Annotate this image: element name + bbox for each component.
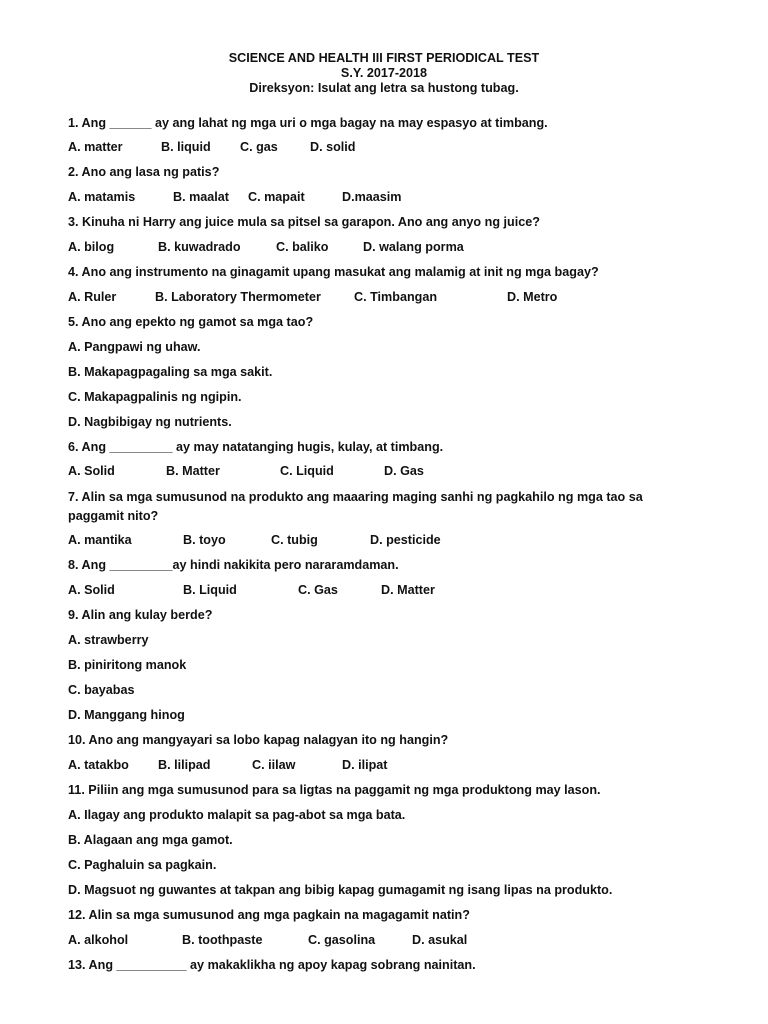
- choice: B. Liquid: [183, 583, 237, 597]
- choice: C. Gas: [298, 583, 338, 597]
- choice: A. Solid: [68, 464, 115, 478]
- question-7: 7. Alin sa mga sumusunod na produkto ang maaaring maging sanhi ng pagkahilo ng mga tao sa paggamit nito?: [68, 490, 643, 523]
- choice: A. tatakbo: [68, 758, 129, 772]
- choice: B. Makapagpagaling sa mga sakit.: [68, 365, 273, 379]
- question-3: 3. Kinuha ni Harry ang juice mula sa pitsel sa garapon. Ano ang anyo ng juice?: [68, 215, 540, 229]
- choice: A. Solid: [68, 583, 115, 597]
- question-6: 6. Ang _________ ay may natatanging hugis, kulay, at timbang.: [68, 440, 444, 454]
- choice: D. Metro: [507, 290, 558, 304]
- choice: B. maalat: [173, 190, 229, 204]
- choice: D. pesticide: [370, 533, 441, 547]
- question-8: 8. Ang _________ay hindi nakikita pero nararamdaman.: [68, 558, 399, 572]
- choice: A. strawberry: [68, 633, 149, 647]
- choice: B. toyo: [183, 533, 226, 547]
- choice: C. tubig: [271, 533, 318, 547]
- choice: C. Makapagpalinis ng ngipin.: [68, 390, 242, 404]
- question-2: 2. Ano ang lasa ng patis?: [68, 165, 220, 179]
- choice: C. gasolina: [308, 933, 376, 947]
- choice: A. alkohol: [68, 933, 129, 947]
- choice: B. toothpaste: [182, 933, 263, 947]
- question-11: 11. Piliin ang mga sumusunod para sa ligtas na paggamit ng mga produktong may lason.: [68, 783, 601, 797]
- choice: C. mapait: [248, 190, 305, 204]
- choice: D. Manggang hinog: [68, 708, 185, 722]
- choice: B. Matter: [166, 464, 220, 478]
- choice: A. matter: [68, 140, 123, 154]
- choice: B. kuwadrado: [158, 240, 241, 254]
- choice: A. bilog: [68, 240, 115, 254]
- choice: D. Magsuot ng guwantes at takpan ang bibig kapag gumagamit ng isang lipas na produkto.: [68, 883, 613, 897]
- choice: C. baliko: [276, 240, 329, 254]
- choice: C. Paghaluin sa pagkain.: [68, 858, 217, 872]
- choice: B. Laboratory Thermometer: [155, 290, 321, 304]
- choice: D.maasim: [342, 190, 402, 204]
- choice: B. Alagaan ang mga gamot.: [68, 833, 233, 847]
- choice: C. Liquid: [280, 464, 334, 478]
- directions: Direksyon: Isulat ang letra sa hustong tubag.: [249, 81, 519, 95]
- choice: D. walang porma: [363, 240, 464, 254]
- choice: C. Timbangan: [354, 290, 438, 304]
- question-4: 4. Ano ang instrumento na ginagamit upang masukat ang malamig at init ng mga bagay?: [68, 265, 599, 279]
- choice: B. lilipad: [158, 758, 211, 772]
- choice: A. matamis: [68, 190, 136, 204]
- test-title: SCIENCE AND HEALTH III FIRST PERIODICAL TEST: [228, 51, 540, 65]
- school-year: S.Y. 2017-2018: [340, 66, 428, 80]
- test-header: [0, 51, 768, 96]
- question-1: 1. Ang ______ ay ang lahat ng mga uri o mga bagay na may espasyo at timbang.: [68, 116, 548, 130]
- choice: C. iilaw: [252, 758, 296, 772]
- question-5: 5. Ano ang epekto ng gamot sa mga tao?: [68, 315, 314, 329]
- choice: B. liquid: [161, 140, 211, 154]
- choice: A. Pangpawi ng uhaw.: [68, 340, 201, 354]
- choice: D. ilipat: [342, 758, 388, 772]
- choice: C. gas: [240, 140, 278, 154]
- choice: A. mantika: [68, 533, 132, 547]
- choice: A. Ilagay ang produkto malapit sa pag-abot sa mga bata.: [68, 808, 406, 822]
- question-10: 10. Ano ang mangyayari sa lobo kapag nalagyan ito ng hangin?: [68, 733, 449, 747]
- choice: B. piniritong manok: [68, 658, 187, 672]
- choice: D. Nagbibigay ng nutrients.: [68, 415, 232, 429]
- question-9: 9. Alin ang kulay berde?: [68, 608, 213, 622]
- question-12: 12. Alin sa mga sumusunod ang mga pagkain na magagamit natin?: [68, 908, 470, 922]
- choice: A. Ruler: [68, 290, 117, 304]
- question-13: 13. Ang __________ ay makaklikha ng apoy kapag sobrang nainitan.: [68, 958, 476, 972]
- choice: D. Gas: [384, 464, 424, 478]
- choice: D. solid: [310, 140, 356, 154]
- choice: D. Matter: [381, 583, 435, 597]
- choice: D. asukal: [412, 933, 468, 947]
- choice: C. bayabas: [68, 683, 135, 697]
